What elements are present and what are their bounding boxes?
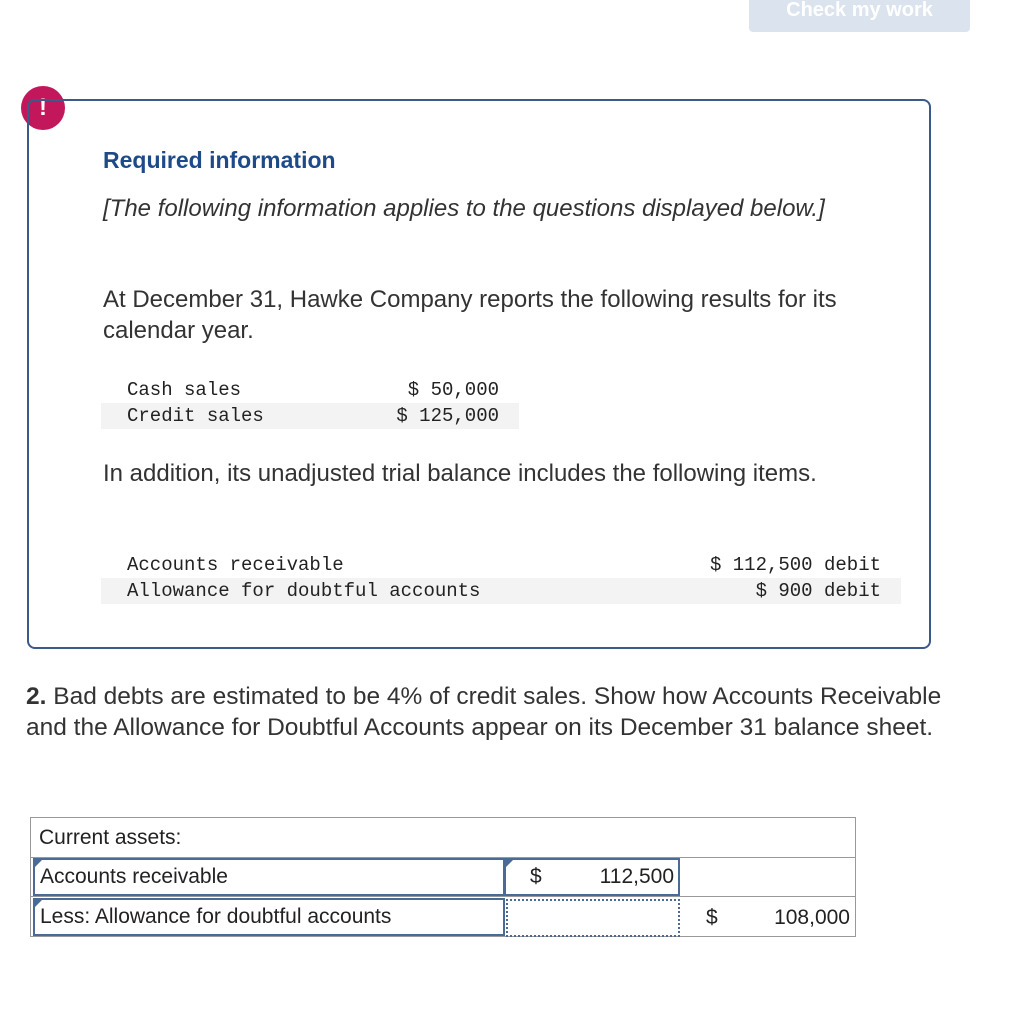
- label-input-value: Less: Allowance for doubtful accounts: [40, 905, 392, 928]
- trial-balance-table: [101, 552, 901, 604]
- trial-balance-label: Allowance for doubtful accounts: [127, 580, 481, 602]
- addition-text: In addition, its unadjusted trial balance includes the following items.: [103, 460, 817, 487]
- accounts-receivable-label-input[interactable]: [33, 858, 505, 896]
- total-value: 108,000: [774, 906, 850, 929]
- required-information-panel: [27, 99, 931, 649]
- sales-value: $ 125,000: [396, 405, 499, 427]
- accounts-receivable-amount-input[interactable]: [504, 858, 680, 896]
- required-information-title: Required information: [103, 147, 336, 173]
- currency-symbol: $: [706, 906, 718, 929]
- input-marker-icon: [34, 899, 43, 908]
- sales-value: $ 50,000: [407, 379, 499, 401]
- current-assets-header: Current assets:: [30, 817, 856, 858]
- question-body: Bad debts are estimated to be 4% of credit sales. Show how Accounts Receivable and the Allowance for Doubtful Accounts appear on its December 31 balance sheet.: [26, 683, 942, 741]
- allowance-amount-input[interactable]: [506, 899, 680, 937]
- trial-balance-label: Accounts receivable: [127, 554, 344, 576]
- amount-value: 112,500: [599, 865, 674, 888]
- question-text: [26, 681, 986, 743]
- input-marker-icon: [505, 859, 514, 868]
- table-row: [101, 552, 901, 578]
- net-receivables-total: [680, 898, 856, 937]
- sales-label: Cash sales: [127, 379, 242, 401]
- alert-icon: !: [21, 86, 65, 130]
- trial-balance-value: $ 900 debit: [755, 580, 881, 602]
- label-input-value: Accounts receivable: [40, 865, 228, 888]
- required-information-subtitle: [The following information applies to the questions displayed below.]: [103, 195, 825, 222]
- table-row: [101, 377, 519, 403]
- question-number: 2.: [26, 683, 47, 710]
- allowance-label-input[interactable]: [33, 898, 505, 936]
- answer-table: [30, 817, 856, 939]
- table-row: [101, 403, 519, 429]
- intro-text: At December 31, Hawke Company reports the following results for its calendar year.: [103, 286, 837, 344]
- table-row: [101, 578, 901, 604]
- input-marker-icon: [34, 859, 43, 868]
- currency-symbol: $: [530, 865, 542, 888]
- trial-balance-value: $ 112,500 debit: [709, 554, 881, 576]
- check-my-work-button[interactable]: Check my work: [749, 0, 970, 32]
- sales-table: [101, 377, 519, 429]
- sales-label: Credit sales: [127, 405, 264, 427]
